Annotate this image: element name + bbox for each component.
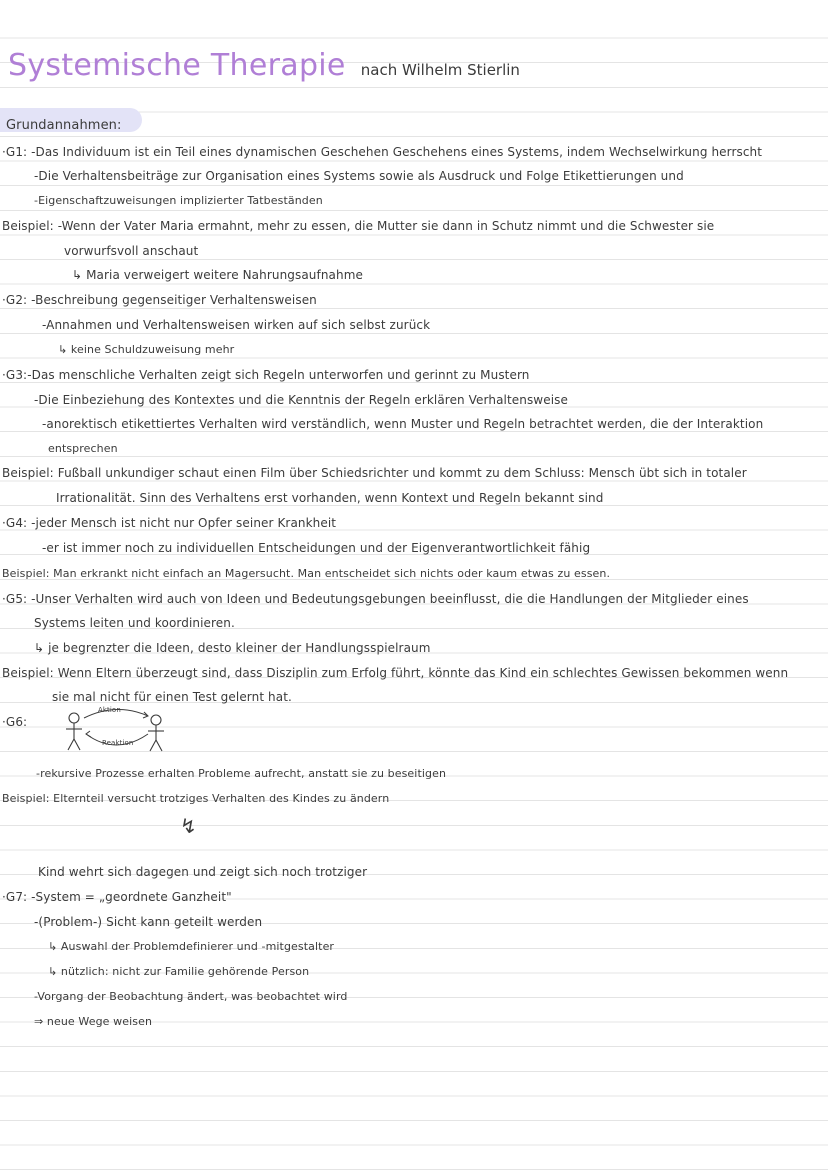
note-line-g7-3: ↳ Auswahl der Problemdefinierer und -mitgestalter (48, 940, 335, 953)
note-line-g3-example: Beispiel: Fußball unkundiger schaut einen Film über Schiedsrichter und kommt zu dem Schluss: Mensch übt sich in totaler (2, 466, 747, 480)
note-line-g7-6: ⇒ neue Wege weisen (34, 1015, 153, 1028)
note-line-g7-2: -(Problem-) Sicht kann geteilt werden (34, 915, 263, 929)
note-line-g3-1: ·G3:-Das menschliche Verhalten zeigt sich Regeln unterworfen und gerinnt zu Mustern (2, 368, 530, 382)
note-line-g5-example: Beispiel: Wenn Eltern überzeugt sind, dass Disziplin zum Erfolg führt, könnte das Kind ein schlechtes Gewissen bekommen wenn (2, 666, 789, 680)
note-line-g7-5: -Vorgang der Beobachtung ändert, was beobachtet wird (34, 990, 348, 1003)
note-line-g3-example-2: Irrationalität. Sinn des Verhaltens erst vorhanden, wenn Kontext und Regeln bekannt sind (56, 491, 604, 505)
right-stick-figure-icon (148, 715, 164, 751)
page-header (8, 48, 520, 83)
lightning-arrow-icon: ↯ (180, 814, 197, 838)
note-line-g6-1: -rekursive Prozesse erhalten Probleme aufrecht, anstatt sie zu beseitigen (36, 767, 447, 780)
note-line-g7-4: ↳ nützlich: nicht zur Familie gehörende Person (48, 965, 310, 978)
note-line-g1-1: ·G1: -Das Individuum ist ein Teil eines dynamischen Geschehen Geschehens eines Systems, indem Wechselwirkung herrscht (2, 145, 763, 159)
note-line-g1-2: -Die Verhaltensbeiträge zur Organisation eines Systems sowie als Ausdruck und Folge Etikettierungen und (34, 169, 684, 183)
left-stick-figure-icon (66, 713, 82, 750)
note-line-g4-example: Beispiel: Man erkrankt nicht einfach an Magersucht. Man entscheidet sich nichts oder kaum etwas zu essen. (2, 567, 611, 580)
note-line-g5-example-2: sie mal nicht für einen Test gelernt hat. (52, 690, 292, 704)
note-line-g1-3: -Eigenschaftzuweisungen implizierter Tatbeständen (34, 194, 323, 207)
note-line-g3-2: -Die Einbeziehung des Kontextes und die Kenntnis der Regeln erklären Verhaltensweise (34, 393, 568, 407)
note-line-g1-example: Beispiel: -Wenn der Vater Maria ermahnt, mehr zu essen, die Mutter sie dann in Schutz nimmt und die Schwester sie (2, 219, 715, 233)
note-line-g2-1: ·G2: -Beschreibung gegenseitiger Verhaltensweisen (2, 293, 317, 307)
note-line-g3-4: entsprechen (48, 442, 118, 455)
page-subtitle: nach Wilhelm Stierlin (360, 61, 520, 79)
note-line-g1-result: ↳ Maria verweigert weitere Nahrungsaufnahme (72, 268, 363, 282)
note-line-g6-label: ·G6: (2, 715, 28, 729)
section-heading: Grundannahmen: (6, 118, 122, 133)
note-line-g4-2: -er ist immer noch zu individuellen Entscheidungen und der Eigenverantwortlichkeit fähig (42, 541, 591, 555)
note-line-g2-2: -Annahmen und Verhaltensweisen wirken auf sich selbst zurück (42, 318, 431, 332)
note-line-g4-1: ·G4: -jeder Mensch ist nicht nur Opfer seiner Krankheit (2, 516, 337, 530)
note-line-g3-3: -anorektisch etikettiertes Verhalten wird verständlich, wenn Muster und Regeln betrachtet werden, die der Interaktion (42, 417, 764, 431)
note-line-g2-3: ↳ keine Schuldzuweisung mehr (58, 343, 235, 356)
note-line-g5-1: ·G5: -Unser Verhalten wird auch von Ideen und Bedeutungsgebungen beeinflusst, die die Handlungen der Mitglieder eines (2, 592, 749, 606)
note-line-g6-example-2: Kind wehrt sich dagegen und zeigt sich noch trotziger (38, 865, 368, 879)
diagram-label-action: Aktion (98, 706, 121, 714)
note-line-g5-2: Systems leiten und koordinieren. (34, 616, 235, 630)
note-line-g7-1: ·G7: -System = „geordnete Ganzheit" (2, 890, 232, 904)
diagram-label-reaction: Reaktion (102, 739, 134, 747)
note-line-g1-example-2: vorwurfsvoll anschaut (64, 244, 199, 258)
page-title: Systemische Therapie (8, 48, 346, 83)
note-line-g6-example: Beispiel: Elternteil versucht trotziges Verhalten des Kindes zu ändern (2, 792, 390, 805)
note-line-g5-3: ↳ je begrenzter die Ideen, desto kleiner der Handlungsspielraum (34, 641, 431, 655)
